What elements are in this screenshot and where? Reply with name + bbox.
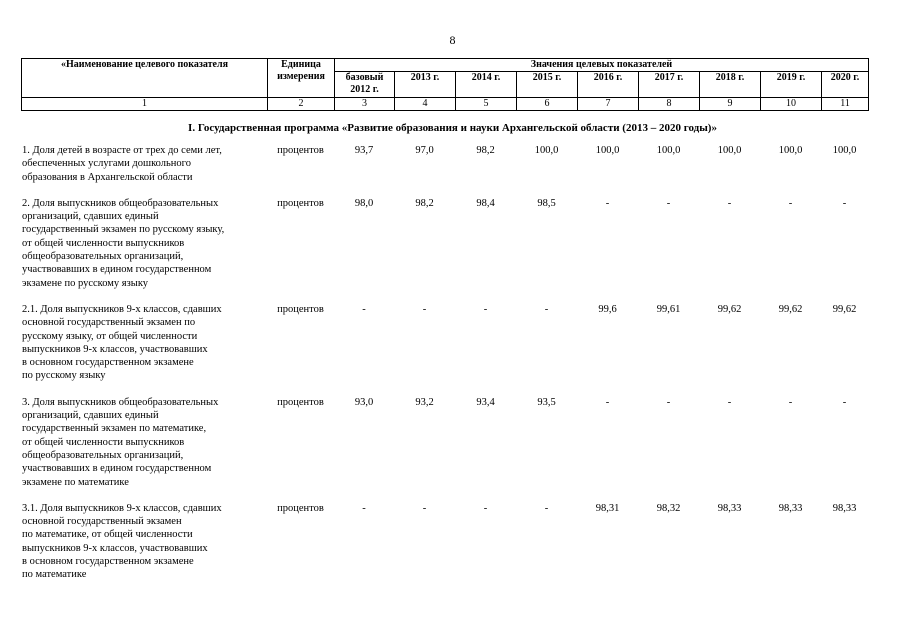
indicator-name-line: русскому языку, от общей численности	[22, 330, 198, 342]
indicator-unit: процентов	[277, 145, 324, 156]
indicator-value: 98,2	[476, 145, 495, 156]
indicator-unit: процентов	[277, 303, 324, 315]
indicator-value: -	[842, 396, 847, 408]
section-title: I. Государственная программа «Развитие образования и науки Архангельской области (2013 – 2020 годы)»	[188, 122, 717, 134]
indicator-value: -	[605, 197, 610, 209]
indicator-value: -	[666, 197, 671, 209]
header-unit-line2: измерения	[277, 71, 325, 82]
column-number: 10	[761, 98, 822, 111]
column-number: 9	[700, 98, 761, 111]
indicator-name-line: образования в Архангельской области	[22, 171, 193, 183]
column-number: 11	[822, 98, 869, 111]
column-number: 8	[639, 98, 700, 111]
header-year-line1: 2017 г.	[654, 72, 684, 83]
indicators-table	[21, 144, 868, 595]
column-number: 5	[456, 98, 517, 111]
indicator-name-line: от общей численности выпускников	[22, 237, 185, 249]
indicator-value: -	[727, 396, 732, 408]
indicator-value: 98,4	[476, 197, 495, 209]
indicator-name	[21, 197, 267, 303]
indicator-name-line: участвовавших в едином государственном	[22, 463, 212, 475]
indicator-value: 93,5	[537, 396, 556, 408]
column-number: 1	[22, 98, 268, 111]
indicator-value: 98,32	[656, 502, 681, 514]
indicator-name-line: по русскому языку	[22, 370, 106, 382]
header-unit-line1: Единица	[281, 59, 321, 70]
indicator-value: -	[422, 502, 427, 514]
indicator-value: 100,0	[832, 145, 857, 156]
header-year-line1: 2016 г.	[593, 72, 623, 83]
indicator-value: 98,33	[717, 502, 742, 514]
indicator-value: 100,0	[778, 145, 803, 156]
header-year-line2: 2012 г.	[350, 84, 379, 95]
indicator-value: -	[362, 502, 366, 514]
table-row	[21, 396, 868, 502]
indicator-value: 93,4	[476, 396, 495, 408]
indicator-name	[21, 502, 267, 595]
header-year-line1: 2013 г.	[410, 72, 440, 83]
header-year-cell	[639, 72, 700, 98]
indicator-name-line: участвовавших в едином государственном	[22, 264, 212, 276]
indicator-value: -	[842, 197, 847, 209]
indicator-value: -	[544, 502, 549, 514]
indicator-value: -	[788, 197, 793, 209]
indicator-name-line: 2.1. Доля выпускников 9-х классов, сдавших	[22, 303, 222, 315]
indicator-value: -	[727, 197, 732, 209]
column-number: 6	[517, 98, 578, 111]
indicator-value: -	[362, 303, 366, 315]
indicator-value: 93,2	[415, 396, 434, 408]
indicator-name-line: основной государственный экзамен по	[22, 317, 196, 329]
indicator-value: 98,31	[595, 502, 620, 514]
indicator-value: 98,5	[537, 197, 556, 209]
header-year-line1: 2018 г.	[715, 72, 745, 83]
indicator-name-line: 2. Доля выпускников общеобразовательных	[22, 197, 219, 209]
header-year-cell	[456, 72, 517, 98]
indicator-name	[21, 396, 267, 502]
indicator-value: -	[544, 303, 549, 315]
header-year-cell	[517, 72, 578, 98]
indicator-name-line: в основном государственном экзамене	[22, 556, 194, 568]
indicator-value: 99,62	[717, 303, 742, 315]
indicator-name	[21, 144, 267, 197]
indicator-name-line: государственный экзамен по математике,	[22, 423, 207, 435]
indicator-name-line: 3.1. Доля выпускников 9-х классов, сдавших	[22, 502, 222, 514]
header-values-group: Значения целевых показателей	[335, 59, 869, 72]
indicator-name-line: выпускников 9-х классов, участвовавших	[22, 542, 208, 554]
indicator-name-line: по математике, от общей численности	[22, 529, 193, 541]
page-number: 8	[449, 33, 456, 47]
indicator-name	[21, 303, 267, 396]
indicator-value: 97,0	[415, 145, 434, 156]
indicator-name-line: общеобразовательных организаций,	[22, 449, 184, 461]
column-number: 3	[335, 98, 395, 111]
indicator-value: 98,33	[832, 502, 857, 514]
indicator-unit: процентов	[277, 502, 324, 514]
indicator-name-line: 3. Доля выпускников общеобразовательных	[22, 396, 219, 408]
indicator-value: -	[605, 396, 610, 408]
table-header	[21, 58, 869, 111]
indicator-value: 100,0	[656, 145, 681, 156]
header-year-line1: базовый	[345, 72, 384, 83]
indicator-value: 99,62	[778, 303, 803, 315]
indicator-value: 100,0	[717, 145, 742, 156]
header-year-cell	[761, 72, 822, 98]
indicator-value: -	[666, 396, 671, 408]
header-year-line1: 2015 г.	[532, 72, 562, 83]
header-year-line1: 2019 г.	[776, 72, 806, 83]
indicator-value: 99,6	[598, 303, 617, 315]
header-year-cell	[578, 72, 639, 98]
indicator-value: 99,61	[656, 303, 681, 315]
indicator-name-line: по математике	[22, 569, 87, 581]
header-year-cell	[822, 72, 869, 98]
indicator-value: -	[483, 502, 488, 514]
indicator-unit: процентов	[277, 197, 324, 209]
indicator-value: -	[483, 303, 488, 315]
indicator-name-line: экзамене по математике	[22, 476, 129, 488]
header-year-line1: 2020 г.	[830, 72, 860, 83]
indicator-value: 100,0	[595, 145, 620, 156]
indicator-value: -	[788, 396, 793, 408]
column-number: 2	[268, 98, 335, 111]
indicator-name-line: основной государственный экзамен	[22, 516, 182, 528]
indicator-value: 98,0	[354, 197, 374, 209]
header-year-cell	[335, 72, 395, 98]
header-year-line1: 2014 г.	[471, 72, 501, 83]
table-row	[21, 144, 868, 197]
header-year-cell	[700, 72, 761, 98]
column-number: 4	[395, 98, 456, 111]
header-name-column: «Наименование целевого показателя	[22, 59, 268, 98]
indicator-unit: процентов	[277, 396, 324, 408]
indicator-name-line: в основном государственном экзамене	[22, 357, 194, 369]
header-year-cell	[395, 72, 456, 98]
indicator-value: 93,0	[354, 396, 374, 408]
indicator-name-line: экзамене по русскому языку	[22, 277, 149, 289]
header-unit-column	[268, 59, 335, 98]
indicator-name-line: обеспеченных услугами дошкольного	[22, 158, 191, 170]
indicator-value: 99,62	[832, 303, 857, 315]
indicator-value: -	[422, 303, 427, 315]
table-row	[21, 502, 868, 595]
indicator-name-line: от общей численности выпускников	[22, 436, 185, 448]
indicator-name-line: организаций, сдавших единый	[22, 410, 159, 422]
indicator-name-line: выпускников 9-х классов, участвовавших	[22, 343, 208, 355]
table-row	[21, 197, 868, 303]
column-number: 7	[578, 98, 639, 111]
indicator-value: 98,2	[415, 197, 434, 209]
indicator-name-line: общеобразовательных организаций,	[22, 251, 184, 263]
indicator-value: 98,33	[778, 502, 803, 514]
indicator-name-line: организаций, сдавших единый	[22, 211, 159, 223]
indicator-name-line: государственный экзамен по русскому языку,	[22, 224, 225, 236]
indicator-name-line: 1. Доля детей в возрасте от трех до семи лет,	[22, 145, 222, 156]
indicator-value: 100,0	[534, 145, 559, 156]
indicator-value: 93,7	[354, 145, 374, 156]
table-row	[21, 303, 868, 396]
